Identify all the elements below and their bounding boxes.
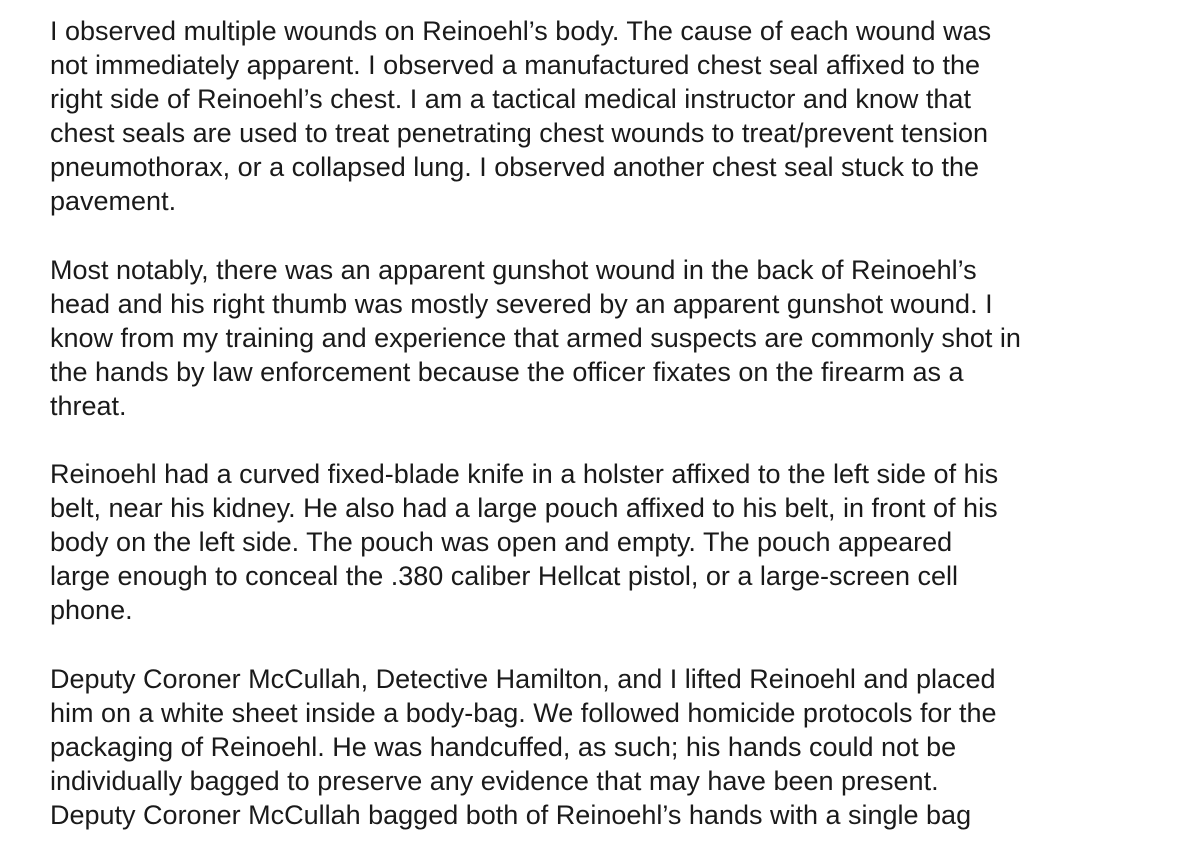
document-page [50, 14, 1170, 866]
text-line: I observed multiple wounds on Reinoehl’s body. The cause of each wound was [50, 16, 992, 46]
text-line: packaging of Reinoehl. He was handcuffed, as such; his hands could not be [50, 731, 957, 762]
paragraph-gunshot-wounds [50, 253, 1170, 423]
text-line: pavement. [50, 186, 177, 217]
text-line: belt, near his kidney. He also had a large pouch affixed to his belt, in front of his [50, 493, 998, 524]
text-line: chest seals are used to treat penetrating chest wounds to treat/prevent tension [50, 118, 989, 149]
paragraph-wounds-observed [50, 14, 1170, 219]
text-line: head and his right thumb was mostly severed by an apparent gunshot wound. I [50, 288, 993, 319]
text-line: right side of Reinoehl’s chest. I am a tactical medical instructor and know that [50, 84, 971, 115]
text-line: not immediately apparent. I observed a manufactured chest seal affixed to the [50, 50, 981, 81]
text-line: Reinoehl had a curved fixed-blade knife in a holster affixed to the left side of his [50, 459, 999, 490]
text-line: him on a white sheet inside a body-bag. We followed homicide protocols for the [50, 697, 997, 728]
text-line: Most notably, there was an apparent gunshot wound in the back of Reinoehl’s [50, 254, 977, 285]
text-line: Deputy Coroner McCullah, Detective Hamilton, and I lifted Reinoehl and placed [50, 663, 996, 694]
text-line: individually bagged to preserve any evidence that may have been present. [50, 765, 939, 796]
text-line: phone. [50, 595, 133, 626]
text-line: threat. [50, 390, 127, 421]
text-line: large enough to conceal the .380 caliber Hellcat pistol, or a large-screen cell [50, 561, 959, 592]
text-line: body on the left side. The pouch was open and empty. The pouch appeared [50, 527, 953, 558]
paragraph-knife-and-pouch [50, 457, 1170, 627]
text-line: the hands by law enforcement because the officer fixates on the firearm as a [50, 356, 964, 387]
text-line: know from my training and experience that armed suspects are commonly shot in [50, 322, 1021, 353]
text-line: pneumothorax, or a collapsed lung. I observed another chest seal stuck to the [50, 152, 980, 183]
text-line: Deputy Coroner McCullah bagged both of Reinoehl’s hands with a single bag [50, 799, 972, 830]
paragraph-body-bag [50, 662, 1170, 832]
